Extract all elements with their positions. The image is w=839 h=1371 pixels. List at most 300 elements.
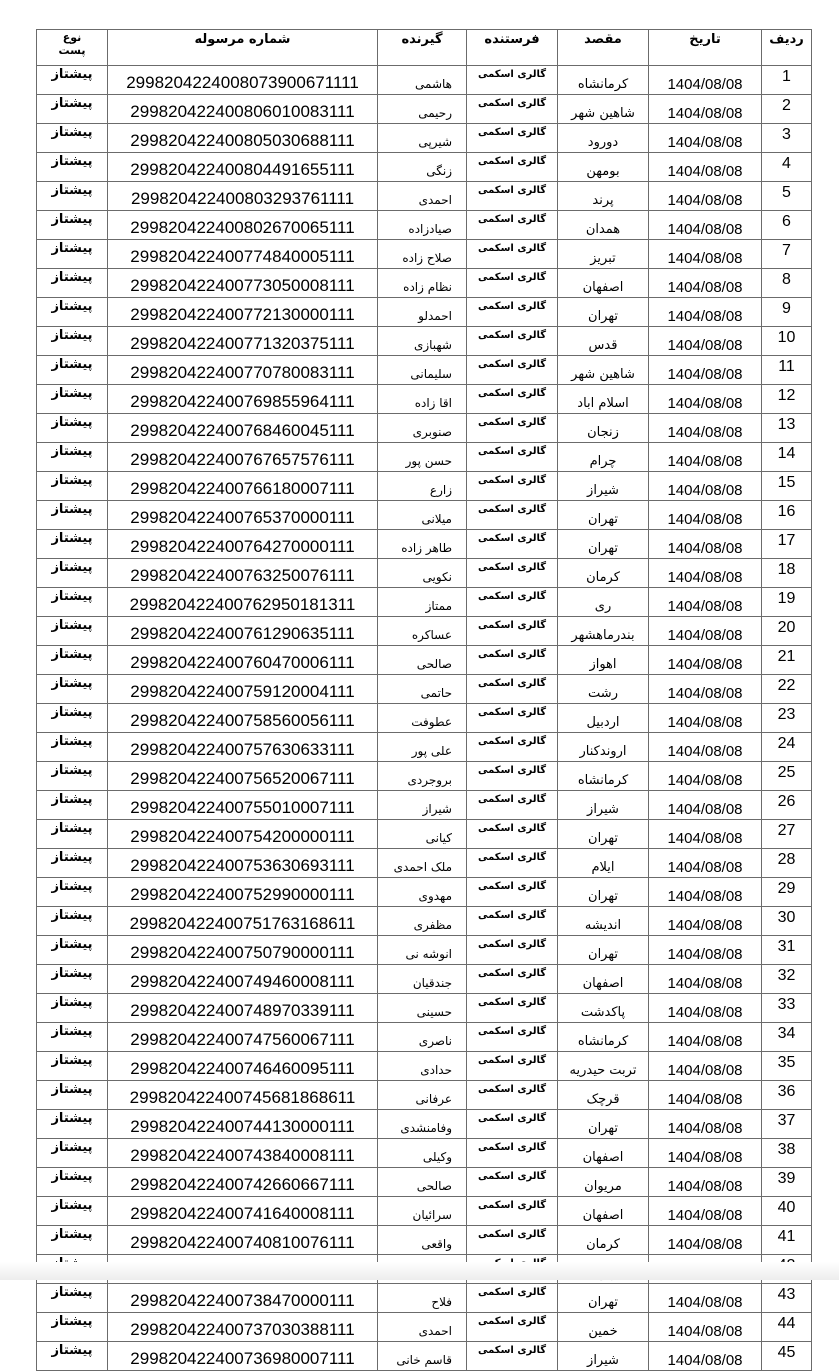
post-type-cell: پیشتاز (37, 1342, 108, 1371)
destination-cell: پرند (558, 182, 649, 211)
row-number-cell: 24 (762, 733, 812, 762)
destination-cell: ایلام (558, 849, 649, 878)
post-type-cell: پیشتاز (37, 124, 108, 153)
sender-cell: گالری اسکمی (467, 936, 558, 965)
date-cell: 1404/08/08 (649, 269, 762, 298)
table-row (37, 675, 812, 704)
destination-cell: تهران (558, 298, 649, 327)
table-row (37, 414, 812, 443)
header-row-number: ردیف (762, 30, 812, 66)
tracking-number-cell: 299820422400748970339111 (108, 994, 378, 1023)
tracking-number-cell: 2998204224008073900671111 (108, 66, 378, 95)
date-cell: 1404/08/08 (649, 124, 762, 153)
receiver-cell: شیراز (378, 791, 467, 820)
table-row (37, 211, 812, 240)
destination-cell: کرمانشاه (558, 762, 649, 791)
row-number-cell: 30 (762, 907, 812, 936)
row-number-cell: 11 (762, 356, 812, 385)
date-cell: 1404/08/08 (649, 1139, 762, 1168)
destination-cell: شیراز (558, 472, 649, 501)
sender-cell: گالری اسکمی (467, 66, 558, 95)
date-cell: 1404/08/08 (649, 1342, 762, 1371)
tracking-number-cell: 299820422400752990000111 (108, 878, 378, 907)
row-number-cell: 15 (762, 472, 812, 501)
receiver-cell: سلیمانی (378, 356, 467, 385)
date-cell: 1404/08/08 (649, 820, 762, 849)
date-cell: 1404/08/08 (649, 733, 762, 762)
table-row (37, 472, 812, 501)
table-row (37, 124, 812, 153)
destination-cell: قدس (558, 327, 649, 356)
row-number-cell: 1 (762, 66, 812, 95)
date-cell: 1404/08/08 (649, 1168, 762, 1197)
sender-cell: گالری اسکمی (467, 791, 558, 820)
receiver-cell: صلاح زاده (378, 240, 467, 269)
date-cell: 1404/08/08 (649, 1284, 762, 1313)
post-type-cell: پیشتاز (37, 1313, 108, 1342)
destination-cell: اندیشه (558, 907, 649, 936)
row-number-cell: 32 (762, 965, 812, 994)
receiver-cell: رحیمی (378, 95, 467, 124)
tracking-number-cell: 299820422400754200000111 (108, 820, 378, 849)
page-bottom-edge (0, 1262, 839, 1280)
shipment-sheet (36, 29, 811, 1371)
destination-cell: بومهن (558, 153, 649, 182)
receiver-cell: هاشمی (378, 66, 467, 95)
post-type-cell: پیشتاز (37, 1168, 108, 1197)
sender-cell: گالری اسکمی (467, 1313, 558, 1342)
sender-cell: گالری اسکمی (467, 1081, 558, 1110)
date-cell: 1404/08/08 (649, 1052, 762, 1081)
receiver-cell: زنگی (378, 153, 467, 182)
tracking-number-cell: 299820422400767657576111 (108, 443, 378, 472)
receiver-cell: ممتاز (378, 588, 467, 617)
date-cell: 1404/08/08 (649, 675, 762, 704)
date-cell: 1404/08/08 (649, 298, 762, 327)
date-cell: 1404/08/08 (649, 936, 762, 965)
sender-cell: گالری اسکمی (467, 1139, 558, 1168)
sender-cell: گالری اسکمی (467, 965, 558, 994)
sender-cell: گالری اسکمی (467, 588, 558, 617)
table-row (37, 1081, 812, 1110)
post-type-cell: پیشتاز (37, 1284, 108, 1313)
receiver-cell: اقا زاده (378, 385, 467, 414)
destination-cell: اسلام اباد (558, 385, 649, 414)
receiver-cell: انوشه نی (378, 936, 467, 965)
row-number-cell: 12 (762, 385, 812, 414)
post-type-cell: پیشتاز (37, 298, 108, 327)
sender-cell: گالری اسکمی (467, 153, 558, 182)
row-number-cell: 34 (762, 1023, 812, 1052)
tracking-number-cell: 299820422400763250076111 (108, 559, 378, 588)
table-row (37, 733, 812, 762)
tracking-number-cell: 299820422400745681868611 (108, 1081, 378, 1110)
sender-cell: گالری اسکمی (467, 1284, 558, 1313)
destination-cell: تهران (558, 501, 649, 530)
destination-cell: شیراز (558, 1342, 649, 1371)
row-number-cell: 45 (762, 1342, 812, 1371)
tracking-number-cell: 299820422400740810076111 (108, 1226, 378, 1255)
destination-cell: چرام (558, 443, 649, 472)
header-sender: فرستنده (467, 30, 558, 66)
destination-cell: تهران (558, 530, 649, 559)
sender-cell: گالری اسکمی (467, 704, 558, 733)
row-number-cell: 44 (762, 1313, 812, 1342)
sender-cell: گالری اسکمی (467, 617, 558, 646)
tracking-number-cell: 299820422400771320375111 (108, 327, 378, 356)
post-type-cell: پیشتاز (37, 385, 108, 414)
row-number-cell: 18 (762, 559, 812, 588)
date-cell: 1404/08/08 (649, 501, 762, 530)
table-row (37, 1226, 812, 1255)
destination-cell: تهران (558, 1284, 649, 1313)
post-type-cell: پیشتاز (37, 211, 108, 240)
table-row (37, 646, 812, 675)
table-row (37, 182, 812, 211)
tracking-number-cell: 299820422400761290635111 (108, 617, 378, 646)
table-row (37, 994, 812, 1023)
table-row (37, 1139, 812, 1168)
destination-cell: ری (558, 588, 649, 617)
receiver-cell: بروجردی (378, 762, 467, 791)
post-type-cell: پیشتاز (37, 559, 108, 588)
destination-cell: بندرماهشهر (558, 617, 649, 646)
sender-cell: گالری اسکمی (467, 1168, 558, 1197)
table-row (37, 762, 812, 791)
tracking-number-cell: 299820422400738470000111 (108, 1284, 378, 1313)
post-type-cell: پیشتاز (37, 965, 108, 994)
tracking-number-cell: 299820422400773050008111 (108, 269, 378, 298)
row-number-cell: 33 (762, 994, 812, 1023)
table-row (37, 1284, 812, 1313)
row-number-cell: 7 (762, 240, 812, 269)
tracking-number-cell: 299820422400758560056111 (108, 704, 378, 733)
sender-cell: گالری اسکمی (467, 646, 558, 675)
post-type-cell: پیشتاز (37, 443, 108, 472)
post-type-cell: پیشتاز (37, 849, 108, 878)
sender-cell: گالری اسکمی (467, 240, 558, 269)
sender-cell: گالری اسکمی (467, 385, 558, 414)
sender-cell: گالری اسکمی (467, 1342, 558, 1371)
receiver-cell: وکیلی (378, 1139, 467, 1168)
row-number-cell: 2 (762, 95, 812, 124)
destination-cell: کرمانشاه (558, 66, 649, 95)
sender-cell: گالری اسکمی (467, 182, 558, 211)
tracking-number-cell: 299820422400746460095111 (108, 1052, 378, 1081)
date-cell: 1404/08/08 (649, 1023, 762, 1052)
tracking-number-cell: 299820422400755010007111 (108, 791, 378, 820)
sender-cell: گالری اسکمی (467, 1226, 558, 1255)
date-cell: 1404/08/08 (649, 530, 762, 559)
destination-cell: شاهین شهر (558, 95, 649, 124)
tracking-number-cell: 299820422400743840008111 (108, 1139, 378, 1168)
row-number-cell: 10 (762, 327, 812, 356)
row-number-cell: 13 (762, 414, 812, 443)
destination-cell: رشت (558, 675, 649, 704)
date-cell: 1404/08/08 (649, 327, 762, 356)
date-cell: 1404/08/08 (649, 762, 762, 791)
receiver-cell: وفامنشدی (378, 1110, 467, 1139)
table-row (37, 356, 812, 385)
post-type-cell: پیشتاز (37, 820, 108, 849)
receiver-cell: صالحی (378, 1168, 467, 1197)
receiver-cell: صنوبری (378, 414, 467, 443)
table-body (37, 66, 812, 1371)
receiver-cell: زارع (378, 472, 467, 501)
row-number-cell: 26 (762, 791, 812, 820)
tracking-number-cell: 299820422400757630633111 (108, 733, 378, 762)
destination-cell: همدان (558, 211, 649, 240)
sender-cell: گالری اسکمی (467, 327, 558, 356)
post-type-cell: پیشتاز (37, 878, 108, 907)
sender-cell: گالری اسکمی (467, 530, 558, 559)
post-type-cell: پیشتاز (37, 153, 108, 182)
receiver-cell: طاهر زاده (378, 530, 467, 559)
row-number-cell: 36 (762, 1081, 812, 1110)
receiver-cell: میلانی (378, 501, 467, 530)
post-type-cell: پیشتاز (37, 936, 108, 965)
receiver-cell: عرفانی (378, 1081, 467, 1110)
tracking-number-cell: 299820422400770780083111 (108, 356, 378, 385)
tracking-number-cell: 299820422400742660667111 (108, 1168, 378, 1197)
receiver-cell: حدادی (378, 1052, 467, 1081)
post-type-cell: پیشتاز (37, 182, 108, 211)
date-cell: 1404/08/08 (649, 66, 762, 95)
row-number-cell: 28 (762, 849, 812, 878)
receiver-cell: کیانی (378, 820, 467, 849)
table-row (37, 153, 812, 182)
sender-cell: گالری اسکمی (467, 269, 558, 298)
post-type-cell: پیشتاز (37, 907, 108, 936)
post-type-cell: پیشتاز (37, 762, 108, 791)
table-row (37, 1168, 812, 1197)
post-type-cell: پیشتاز (37, 327, 108, 356)
sender-cell: گالری اسکمی (467, 733, 558, 762)
tracking-number-cell: 299820422400772130000111 (108, 298, 378, 327)
destination-cell: خمین (558, 1313, 649, 1342)
sender-cell: گالری اسکمی (467, 1023, 558, 1052)
table-row (37, 849, 812, 878)
row-number-cell: 20 (762, 617, 812, 646)
post-type-cell: پیشتاز (37, 1139, 108, 1168)
destination-cell: تهران (558, 820, 649, 849)
tracking-number-cell: 299820422400741640008111 (108, 1197, 378, 1226)
tracking-number-cell: 299820422400760470006111 (108, 646, 378, 675)
row-number-cell: 37 (762, 1110, 812, 1139)
date-cell: 1404/08/08 (649, 704, 762, 733)
row-number-cell: 25 (762, 762, 812, 791)
sender-cell: گالری اسکمی (467, 559, 558, 588)
table-row (37, 443, 812, 472)
receiver-cell: مظفری (378, 907, 467, 936)
receiver-cell: حسینی (378, 994, 467, 1023)
receiver-cell: واقعی (378, 1226, 467, 1255)
receiver-cell: علی پور (378, 733, 467, 762)
row-number-cell: 43 (762, 1284, 812, 1313)
receiver-cell: صالحی (378, 646, 467, 675)
table-header (37, 30, 812, 66)
destination-cell: تهران (558, 878, 649, 907)
post-type-cell: پیشتاز (37, 95, 108, 124)
table-row (37, 1052, 812, 1081)
receiver-cell: شیرپی (378, 124, 467, 153)
table-row (37, 559, 812, 588)
destination-cell: مریوان (558, 1168, 649, 1197)
table-row (37, 327, 812, 356)
table-row (37, 1197, 812, 1226)
tracking-number-cell: 299820422400751763168611 (108, 907, 378, 936)
header-post-type (37, 30, 108, 66)
tracking-number-cell: 299820422400753630693111 (108, 849, 378, 878)
row-number-cell: 17 (762, 530, 812, 559)
tracking-number-cell: 299820422400806010083111 (108, 95, 378, 124)
date-cell: 1404/08/08 (649, 1197, 762, 1226)
post-type-cell: پیشتاز (37, 1197, 108, 1226)
row-number-cell: 40 (762, 1197, 812, 1226)
row-number-cell: 14 (762, 443, 812, 472)
post-type-cell: پیشتاز (37, 733, 108, 762)
table-row (37, 298, 812, 327)
date-cell: 1404/08/08 (649, 617, 762, 646)
header-row (37, 30, 812, 66)
row-number-cell: 5 (762, 182, 812, 211)
sender-cell: گالری اسکمی (467, 414, 558, 443)
destination-cell: تبریز (558, 240, 649, 269)
destination-cell: اصفهان (558, 1197, 649, 1226)
date-cell: 1404/08/08 (649, 849, 762, 878)
row-number-cell: 19 (762, 588, 812, 617)
date-cell: 1404/08/08 (649, 95, 762, 124)
header-post-type-line2: پست (58, 44, 86, 57)
row-number-cell: 21 (762, 646, 812, 675)
row-number-cell: 41 (762, 1226, 812, 1255)
post-type-cell: پیشتاز (37, 269, 108, 298)
row-number-cell: 16 (762, 501, 812, 530)
tracking-number-cell: 299820422400759120004111 (108, 675, 378, 704)
sender-cell: گالری اسکمی (467, 907, 558, 936)
date-cell: 1404/08/08 (649, 1081, 762, 1110)
sender-cell: گالری اسکمی (467, 762, 558, 791)
receiver-cell: قاسم خانی (378, 1342, 467, 1371)
sender-cell: گالری اسکمی (467, 501, 558, 530)
header-receiver: گیرنده (378, 30, 467, 66)
shipment-table (36, 29, 812, 1371)
date-cell: 1404/08/08 (649, 559, 762, 588)
header-post-type-line1: نوع (62, 31, 82, 44)
date-cell: 1404/08/08 (649, 791, 762, 820)
table-row (37, 530, 812, 559)
row-number-cell: 29 (762, 878, 812, 907)
date-cell: 1404/08/08 (649, 385, 762, 414)
date-cell: 1404/08/08 (649, 443, 762, 472)
sender-cell: گالری اسکمی (467, 675, 558, 704)
sender-cell: گالری اسکمی (467, 443, 558, 472)
sender-cell: گالری اسکمی (467, 1110, 558, 1139)
receiver-cell: حسن پور (378, 443, 467, 472)
destination-cell: پاکدشت (558, 994, 649, 1023)
receiver-cell: ملک احمدی (378, 849, 467, 878)
destination-cell: شیراز (558, 791, 649, 820)
post-type-cell: پیشتاز (37, 1110, 108, 1139)
row-number-cell: 3 (762, 124, 812, 153)
table-row (37, 791, 812, 820)
row-number-cell: 6 (762, 211, 812, 240)
receiver-cell: ناصری (378, 1023, 467, 1052)
sender-cell: گالری اسکمی (467, 849, 558, 878)
destination-cell: شاهین شهر (558, 356, 649, 385)
table-row (37, 704, 812, 733)
receiver-cell: عطوفت (378, 704, 467, 733)
destination-cell: اهواز (558, 646, 649, 675)
post-type-cell: پیشتاز (37, 501, 108, 530)
sender-cell: گالری اسکمی (467, 356, 558, 385)
table-row (37, 501, 812, 530)
receiver-cell: حاتمی (378, 675, 467, 704)
date-cell: 1404/08/08 (649, 211, 762, 240)
tracking-number-cell: 299820422400750790000111 (108, 936, 378, 965)
table-row (37, 936, 812, 965)
receiver-cell: مهدوی (378, 878, 467, 907)
table-row (37, 385, 812, 414)
tracking-number-cell: 299820422400736980007111 (108, 1342, 378, 1371)
post-type-cell: پیشتاز (37, 472, 108, 501)
sender-cell: گالری اسکمی (467, 472, 558, 501)
destination-cell: اصفهان (558, 269, 649, 298)
post-type-cell: پیشتاز (37, 588, 108, 617)
receiver-cell: احمدی (378, 182, 467, 211)
post-type-cell: پیشتاز (37, 704, 108, 733)
table-row (37, 1023, 812, 1052)
date-cell: 1404/08/08 (649, 240, 762, 269)
destination-cell: تهران (558, 936, 649, 965)
table-row (37, 1313, 812, 1342)
date-cell: 1404/08/08 (649, 356, 762, 385)
table-row (37, 617, 812, 646)
destination-cell: کرمان (558, 559, 649, 588)
table-row (37, 907, 812, 936)
table-row (37, 95, 812, 124)
date-cell: 1404/08/08 (649, 182, 762, 211)
tracking-number-cell: 299820422400764270000111 (108, 530, 378, 559)
destination-cell: تربت حیدریه (558, 1052, 649, 1081)
tracking-number-cell: 299820422400804491655111 (108, 153, 378, 182)
post-type-cell: پیشتاز (37, 646, 108, 675)
date-cell: 1404/08/08 (649, 878, 762, 907)
receiver-cell: نکویی (378, 559, 467, 588)
tracking-number-cell: 299820422400803293761111 (108, 182, 378, 211)
post-type-cell: پیشتاز (37, 1226, 108, 1255)
sender-cell: گالری اسکمی (467, 1197, 558, 1226)
post-type-cell: پیشتاز (37, 240, 108, 269)
row-number-cell: 9 (762, 298, 812, 327)
header-date: تاریخ (649, 30, 762, 66)
date-cell: 1404/08/08 (649, 1226, 762, 1255)
tracking-number-cell: 299820422400774840005111 (108, 240, 378, 269)
sender-cell: گالری اسکمی (467, 124, 558, 153)
table-row (37, 240, 812, 269)
tracking-number-cell: 299820422400765370000111 (108, 501, 378, 530)
table-row (37, 588, 812, 617)
sender-cell: گالری اسکمی (467, 994, 558, 1023)
receiver-cell: نظام زاده (378, 269, 467, 298)
table-row (37, 66, 812, 95)
row-number-cell: 8 (762, 269, 812, 298)
destination-cell: اصفهان (558, 965, 649, 994)
table-row (37, 1110, 812, 1139)
sender-cell: گالری اسکمی (467, 298, 558, 327)
destination-cell: اردبیل (558, 704, 649, 733)
receiver-cell: جندقیان (378, 965, 467, 994)
